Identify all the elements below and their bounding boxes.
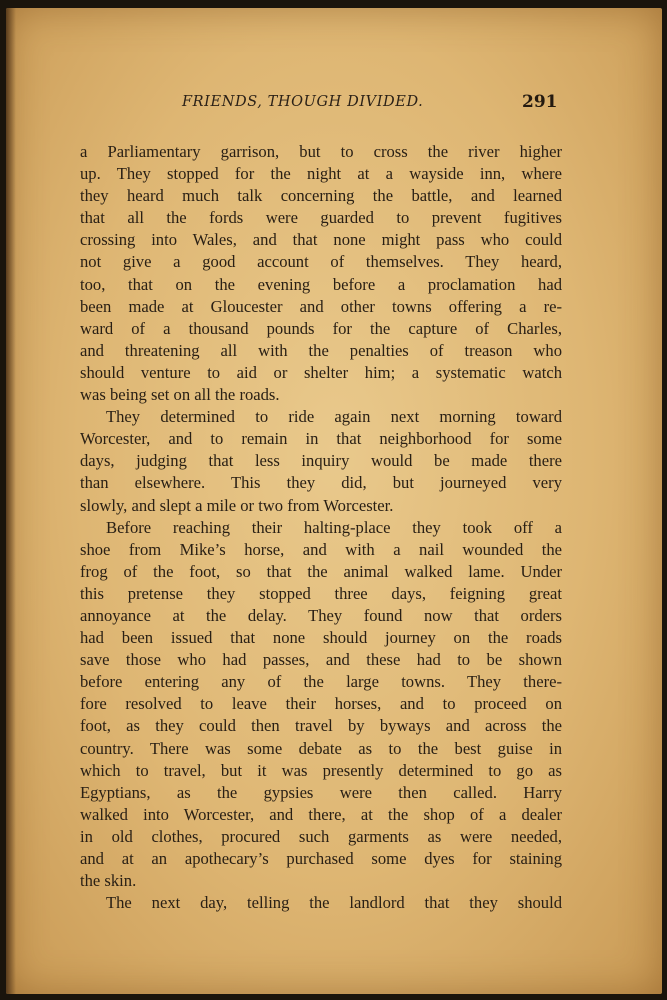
text-line: and at an apothecary’s purchased some dyes for staining [80, 849, 562, 868]
text-line: slowly, and slept a mile or two from Worcester. [80, 495, 394, 515]
text-line: before entering any of the large towns. They there- [80, 672, 562, 692]
text-line: too, that on the evening before a proclamation had [80, 274, 562, 294]
text-line: and threatening all with the penalties of treason who [80, 340, 562, 360]
text-line: Worcester, and to remain in that neighborhood for some [80, 429, 562, 449]
text-line: annoyance at the delay. They found now that orders [80, 605, 562, 625]
text-line: that all the fords were guarded to prevent fugitives [80, 208, 562, 228]
text-line: Before reaching their halting-place they took off a [106, 517, 562, 537]
body-text [80, 141, 562, 914]
text-line: They determined to ride again next morning toward [106, 407, 562, 427]
text-line: days, judging that less inquiry would be made there [80, 451, 562, 471]
text-line: up. They stopped for the night at a wayside inn, where [80, 164, 562, 184]
text-line: the skin. [80, 871, 137, 891]
text-line: was being set on all the roads. [80, 385, 280, 405]
text-line: fore resolved to leave their horses, and to proceed on [80, 694, 562, 714]
text-line: they heard much talk concerning the battle, and learned [80, 186, 562, 206]
page-number: 291 [522, 92, 558, 112]
text-line: in old clothes, procured such garments as were needed, [80, 826, 562, 846]
text-line: Egyptians, as the gypsies were then called. Harry [80, 782, 562, 802]
text-line: save those who had passes, and these had to be shown [80, 650, 562, 670]
running-head [6, 94, 662, 120]
text-line: crossing into Wales, and that none might pass who could [80, 230, 562, 250]
text-line: frog of the foot, so that the animal walked lame. Under [80, 561, 562, 581]
text-line: been made at Gloucester and other towns offering a re- [80, 296, 562, 316]
text-line: this pretense they stopped three days, feigning great [80, 583, 562, 603]
text-line: than elsewhere. This they did, but journeyed very [80, 473, 562, 493]
text-line: The next day, telling the landlord that they should [106, 893, 562, 913]
text-line: a Parliamentary garrison, but to cross the river higher [80, 142, 562, 161]
book-page [6, 8, 662, 994]
text-line: shoe from Mike’s horse, and with a nail wounded the [80, 539, 562, 559]
text-line: had been issued that none should journey on the roads [80, 628, 562, 648]
text-line: foot, as they could then travel by byways and across the [80, 716, 562, 736]
text-line: which to travel, but it was presently determined to go as [80, 760, 562, 780]
text-line: not give a good account of themselves. They heard, [80, 252, 562, 272]
text-line: country. There was some debate as to the best guise in [80, 738, 562, 758]
text-line: ward of a thousand pounds for the capture of Charles, [80, 318, 562, 338]
text-line: walked into Worcester, and there, at the shop of a dealer [80, 804, 562, 824]
running-title: FRIENDS, THOUGH DIVIDED. [182, 94, 424, 110]
text-line: should venture to aid or shelter him; a systematic watch [80, 362, 562, 382]
